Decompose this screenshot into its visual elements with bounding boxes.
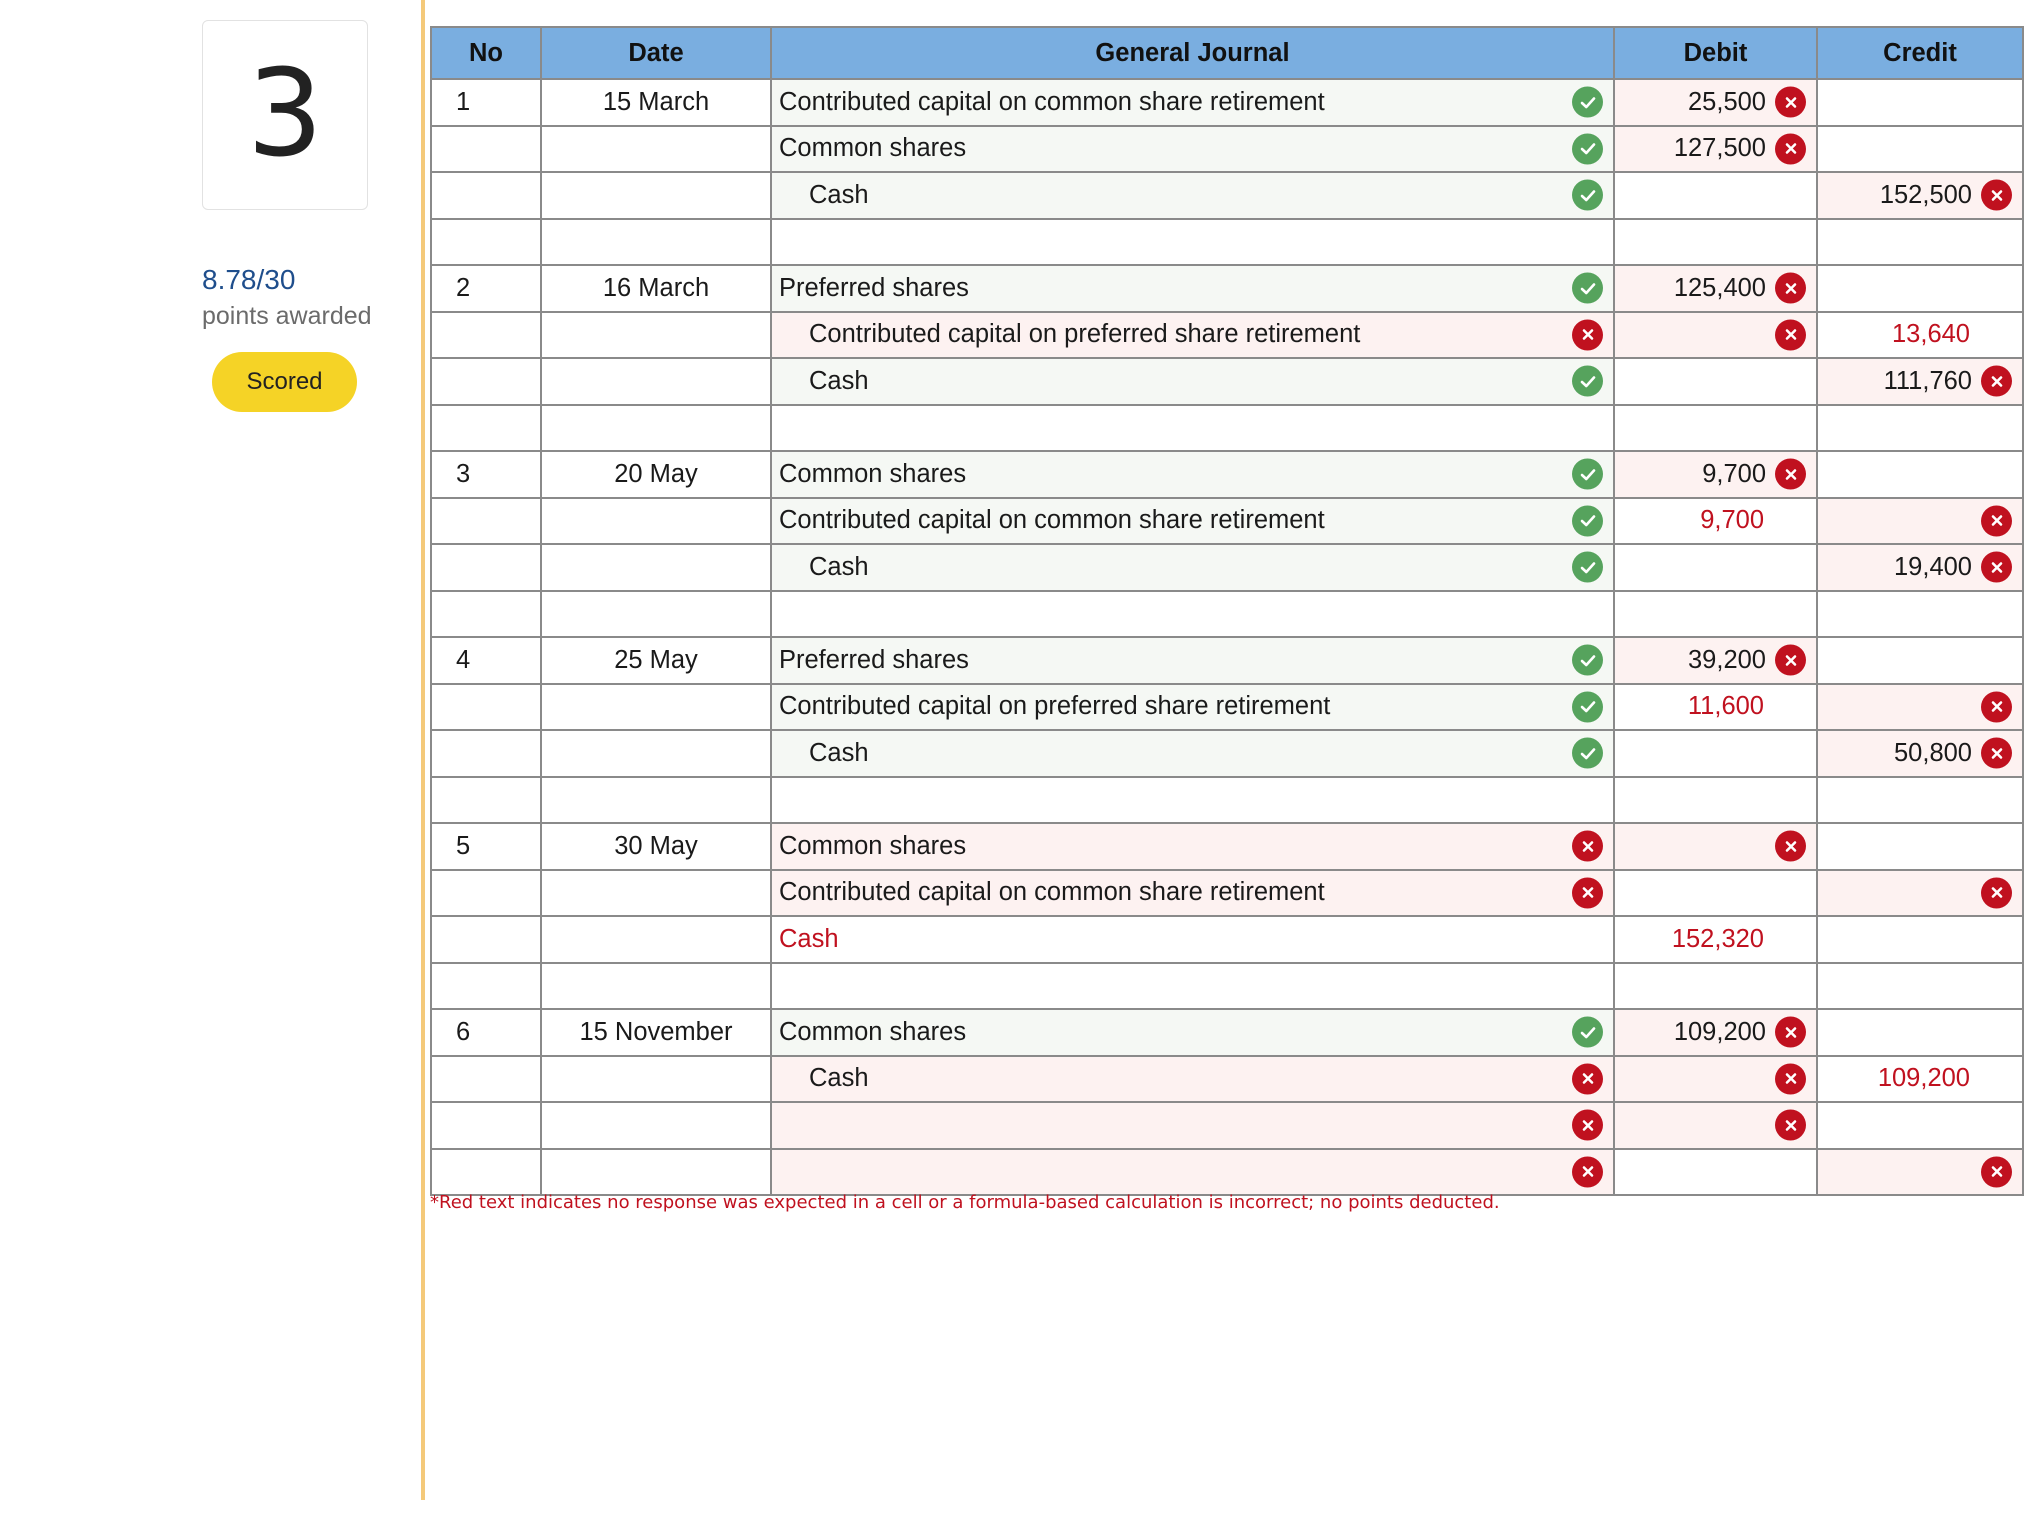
entry-date: 20 May [541, 451, 771, 498]
cross-icon [1981, 877, 2012, 908]
credit-cell[interactable] [1817, 1056, 2023, 1103]
account-cell[interactable] [771, 498, 1614, 545]
cross-icon [1775, 273, 1806, 304]
entry-number [431, 544, 541, 591]
account-text: Common shares [779, 134, 967, 163]
header-no: No [431, 27, 541, 79]
account-text: Contributed capital on common share retirement [779, 506, 1325, 535]
check-icon [1572, 180, 1603, 211]
credit-value: 13,640 [1892, 320, 1970, 349]
table-row [431, 916, 2023, 963]
debit-cell[interactable] [1614, 172, 1817, 219]
footnote: *Red text indicates no response was expected in a cell or a formula-based calculation is incorrect; no points deducted. [430, 1192, 1500, 1213]
credit-cell[interactable] [1817, 451, 2023, 498]
credit-value: 109,200 [1877, 1064, 1970, 1093]
account-text: Contributed capital on preferred share retirement [809, 320, 1361, 349]
entry-date [541, 1056, 771, 1103]
entry-date [541, 312, 771, 359]
cross-icon [1775, 133, 1806, 164]
account-text: Cash [809, 1064, 869, 1093]
cross-icon [1981, 738, 2012, 769]
entry-date: 16 March [541, 265, 771, 312]
account-cell[interactable] [771, 1149, 1614, 1196]
entry-number [431, 498, 541, 545]
entry-number: 5 [431, 823, 541, 870]
credit-cell[interactable] [1817, 1009, 2023, 1056]
debit-cell[interactable] [1614, 870, 1817, 917]
debit-cell[interactable] [1614, 126, 1817, 173]
credit-cell[interactable] [1817, 684, 2023, 731]
account-text: Preferred shares [779, 273, 969, 302]
debit-cell[interactable] [1614, 730, 1817, 777]
sidebar-divider [421, 0, 425, 1500]
debit-value: 9,700 [1700, 506, 1764, 535]
account-cell[interactable] [771, 126, 1614, 173]
debit-value: 109,200 [1673, 1017, 1766, 1046]
entry-date [541, 730, 771, 777]
cross-icon [1981, 691, 2012, 722]
entry-date [541, 870, 771, 917]
account-text: Preferred shares [779, 645, 969, 674]
debit-value: 9,700 [1702, 459, 1766, 488]
credit-value: 111,760 [1883, 366, 1972, 395]
table-row [431, 823, 2023, 870]
check-icon [1572, 505, 1603, 536]
header-general-journal: General Journal [771, 27, 1614, 79]
table-row [431, 79, 2023, 126]
cross-icon [1572, 1110, 1603, 1141]
entry-date: 30 May [541, 823, 771, 870]
table-row [431, 1149, 2023, 1196]
scored-badge[interactable]: Scored [212, 352, 357, 412]
check-icon [1572, 273, 1603, 304]
account-cell[interactable] [771, 451, 1614, 498]
debit-cell[interactable] [1614, 823, 1817, 870]
credit-cell[interactable] [1817, 312, 2023, 359]
credit-cell[interactable] [1817, 79, 2023, 126]
table-row [431, 126, 2023, 173]
credit-cell[interactable] [1817, 265, 2023, 312]
credit-cell[interactable] [1817, 730, 2023, 777]
cross-icon [1572, 1156, 1603, 1187]
account-cell[interactable] [771, 1009, 1614, 1056]
table-row [431, 637, 2023, 684]
account-text: Common shares [779, 831, 967, 860]
cross-icon [1981, 180, 2012, 211]
entry-number: 6 [431, 1009, 541, 1056]
cross-icon [1775, 645, 1806, 676]
account-cell[interactable] [771, 637, 1614, 684]
entry-number: 2 [431, 265, 541, 312]
account-cell[interactable] [771, 823, 1614, 870]
entry-date: 15 November [541, 1009, 771, 1056]
entry-number: 4 [431, 637, 541, 684]
table-row [431, 1102, 2023, 1149]
account-text: Cash [809, 180, 869, 209]
entry-number [431, 172, 541, 219]
entry-number [431, 730, 541, 777]
credit-cell[interactable] [1817, 358, 2023, 405]
cross-icon [1775, 319, 1806, 350]
header-credit: Credit [1817, 27, 2023, 79]
cross-icon [1981, 552, 2012, 583]
account-text: Contributed capital on common share retirement [779, 878, 1325, 907]
account-text: Contributed capital on common share retirement [779, 87, 1325, 116]
debit-value: 152,320 [1671, 924, 1764, 953]
credit-cell[interactable] [1817, 172, 2023, 219]
account-cell[interactable] [771, 1056, 1614, 1103]
debit-cell[interactable] [1614, 1056, 1817, 1103]
debit-cell[interactable] [1614, 79, 1817, 126]
account-text: Cash [809, 366, 869, 395]
entry-number [431, 1102, 541, 1149]
table-row [431, 1009, 2023, 1056]
entry-date [541, 684, 771, 731]
cross-icon [1775, 459, 1806, 490]
table-row [431, 730, 2023, 777]
debit-cell[interactable] [1614, 312, 1817, 359]
entry-date: 15 March [541, 79, 771, 126]
credit-value: 152,500 [1879, 180, 1972, 209]
credit-cell[interactable] [1817, 916, 2023, 963]
account-cell[interactable] [771, 172, 1614, 219]
entry-number: 1 [431, 79, 541, 126]
check-icon [1572, 459, 1603, 490]
debit-cell[interactable] [1614, 637, 1817, 684]
table-row [431, 544, 2023, 591]
entry-number [431, 684, 541, 731]
check-icon [1572, 645, 1603, 676]
account-text: Cash [809, 738, 869, 767]
credit-cell[interactable] [1817, 870, 2023, 917]
debit-cell[interactable] [1614, 1009, 1817, 1056]
account-cell[interactable] [771, 730, 1614, 777]
entry-number [431, 1056, 541, 1103]
spacer-row [431, 591, 2023, 638]
credit-cell[interactable] [1817, 498, 2023, 545]
account-cell[interactable] [771, 358, 1614, 405]
account-cell[interactable] [771, 265, 1614, 312]
table-row [431, 451, 2023, 498]
table-row [431, 358, 2023, 405]
credit-value: 19,400 [1894, 552, 1972, 581]
account-cell[interactable] [771, 544, 1614, 591]
cross-icon [1981, 366, 2012, 397]
credit-cell[interactable] [1817, 823, 2023, 870]
table-row [431, 684, 2023, 731]
entry-date: 25 May [541, 637, 771, 684]
check-icon [1572, 133, 1603, 164]
account-cell[interactable] [771, 916, 1614, 963]
check-icon [1572, 691, 1603, 722]
debit-value: 125,400 [1673, 273, 1766, 302]
entry-number [431, 1149, 541, 1196]
credit-cell[interactable] [1817, 126, 2023, 173]
credit-value: 50,800 [1894, 738, 1972, 767]
spacer-row [431, 777, 2023, 824]
entry-date [541, 1102, 771, 1149]
debit-value: 39,200 [1688, 645, 1766, 674]
check-icon [1572, 552, 1603, 583]
table-header-row [431, 27, 2023, 79]
entry-number: 3 [431, 451, 541, 498]
cross-icon [1572, 319, 1603, 350]
debit-value: 11,600 [1687, 692, 1764, 721]
credit-cell[interactable] [1817, 637, 2023, 684]
cross-icon [1572, 1063, 1603, 1094]
cross-icon [1981, 505, 2012, 536]
entry-date [541, 916, 771, 963]
entry-date [541, 1149, 771, 1196]
entry-date [541, 498, 771, 545]
entry-number [431, 870, 541, 917]
cross-icon [1775, 831, 1806, 862]
check-icon [1572, 738, 1603, 769]
cross-icon [1572, 877, 1603, 908]
entry-date [541, 358, 771, 405]
debit-value: 127,500 [1673, 134, 1766, 163]
account-cell[interactable] [771, 312, 1614, 359]
cross-icon [1775, 1110, 1806, 1141]
debit-cell[interactable] [1614, 498, 1817, 545]
debit-cell[interactable] [1614, 544, 1817, 591]
entry-date [541, 544, 771, 591]
question-number: 3 [202, 20, 368, 210]
points-label: points awarded [202, 302, 372, 330]
header-date: Date [541, 27, 771, 79]
debit-value: 25,500 [1688, 87, 1766, 116]
cross-icon [1981, 1156, 2012, 1187]
account-text: Contributed capital on preferred share retirement [779, 692, 1331, 721]
table-row [431, 265, 2023, 312]
debit-cell[interactable] [1614, 451, 1817, 498]
check-icon [1572, 1017, 1603, 1048]
table-row [431, 312, 2023, 359]
account-text: Common shares [779, 1017, 967, 1046]
credit-cell[interactable] [1817, 1102, 2023, 1149]
header-debit: Debit [1614, 27, 1817, 79]
account-cell[interactable] [771, 79, 1614, 126]
entry-number [431, 312, 541, 359]
debit-cell[interactable] [1614, 358, 1817, 405]
cross-icon [1775, 1063, 1806, 1094]
debit-cell[interactable] [1614, 684, 1817, 731]
debit-cell[interactable] [1614, 916, 1817, 963]
entry-number [431, 916, 541, 963]
table-row [431, 172, 2023, 219]
question-sidebar [0, 0, 420, 1523]
entry-number [431, 126, 541, 173]
account-cell[interactable] [771, 870, 1614, 917]
cross-icon [1572, 831, 1603, 862]
points-score: 8.78/30 [202, 264, 296, 295]
credit-cell[interactable] [1817, 1149, 2023, 1196]
spacer-row [431, 219, 2023, 266]
cross-icon [1775, 87, 1806, 118]
account-cell[interactable] [771, 684, 1614, 731]
debit-cell[interactable] [1614, 1149, 1817, 1196]
debit-cell[interactable] [1614, 265, 1817, 312]
credit-cell[interactable] [1817, 544, 2023, 591]
check-icon [1572, 366, 1603, 397]
table-row [431, 870, 2023, 917]
table-row [431, 1056, 2023, 1103]
cross-icon [1775, 1017, 1806, 1048]
entry-number [431, 358, 541, 405]
spacer-row [431, 963, 2023, 1010]
entry-date [541, 126, 771, 173]
debit-cell[interactable] [1614, 1102, 1817, 1149]
account-cell[interactable] [771, 1102, 1614, 1149]
entry-date [541, 172, 771, 219]
account-text: Common shares [779, 459, 967, 488]
table-row [431, 498, 2023, 545]
check-icon [1572, 87, 1603, 118]
spacer-row [431, 405, 2023, 452]
account-text: Cash [809, 552, 869, 581]
account-text: Cash [779, 924, 839, 953]
general-journal-table [430, 26, 2024, 1196]
